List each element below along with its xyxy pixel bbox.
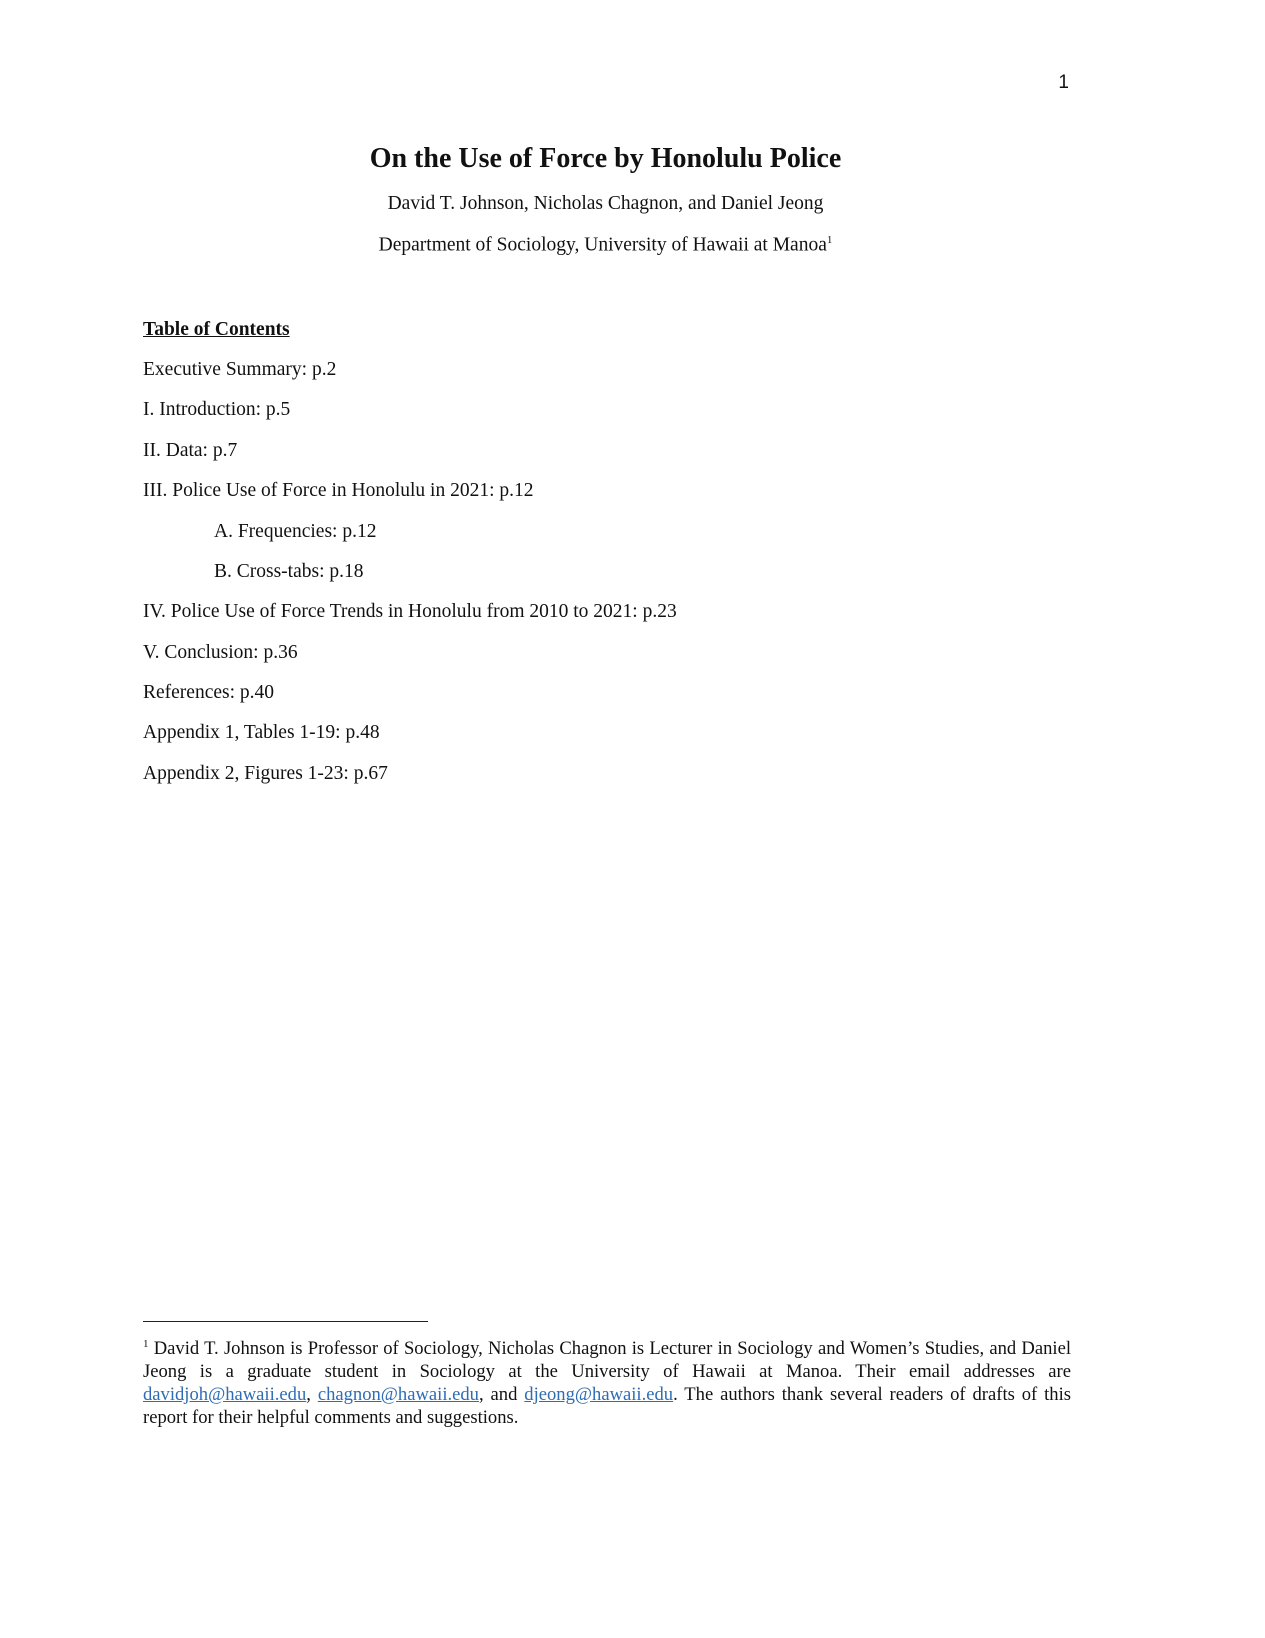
toc-item: Appendix 2, Figures 1-23: p.67: [143, 763, 388, 784]
separator: , and: [478, 1384, 525, 1406]
toc-item: V. Conclusion: p.36: [143, 642, 298, 663]
toc-item: II. Data: p.7: [143, 440, 238, 461]
affiliation: [143, 234, 1068, 257]
toc-item: IV. Police Use of Force Trends in Honolulu from 2010 to 2021: p.23: [143, 601, 677, 622]
footnote: [143, 1333, 1071, 1429]
toc-heading: Table of Contents: [143, 319, 290, 340]
footnote-text: . The authors thank several readers of drafts of this report for their helpful comments and suggestions.: [143, 1384, 1072, 1429]
page-number: 1: [1058, 72, 1069, 93]
footnote-text: David T. Johnson is Professor of Sociology, Nicholas Chagnon is Lecturer in Sociology and Women’s Studies, and Daniel Jeong is a graduate student in Sociology at the University of Hawaii at Manoa. Their email addresses are: [143, 1338, 1071, 1383]
toc-item: Appendix 1, Tables 1-19: p.48: [143, 722, 380, 743]
document-title: On the Use of Force by Honolulu Police: [369, 143, 842, 174]
toc-item: I. Introduction: p.5: [143, 399, 291, 420]
authors: David T. Johnson, Nicholas Chagnon, and Daniel Jeong: [387, 193, 824, 214]
footnote-reference[interactable]: 1: [826, 234, 833, 246]
email-link-chagnon[interactable]: chagnon@hawaii.edu: [317, 1384, 479, 1406]
toc-item: References: p.40: [143, 682, 275, 703]
toc-subitem: B. Cross-tabs: p.18: [214, 561, 364, 582]
toc-subitem: A. Frequencies: p.12: [214, 521, 377, 542]
affiliation-text: Department of Sociology, University of Hawaii at Manoa: [378, 234, 827, 256]
separator: ,: [306, 1384, 318, 1406]
email-link-djeong[interactable]: djeong@hawaii.edu: [524, 1384, 674, 1406]
footnote-separator: [143, 1321, 428, 1322]
email-link-davidjoh[interactable]: davidjoh@hawaii.edu: [143, 1384, 307, 1406]
footnote-marker: 1: [143, 1338, 149, 1350]
toc-item: III. Police Use of Force in Honolulu in 2021: p.12: [143, 480, 534, 501]
toc-item: Executive Summary: p.2: [143, 359, 337, 380]
